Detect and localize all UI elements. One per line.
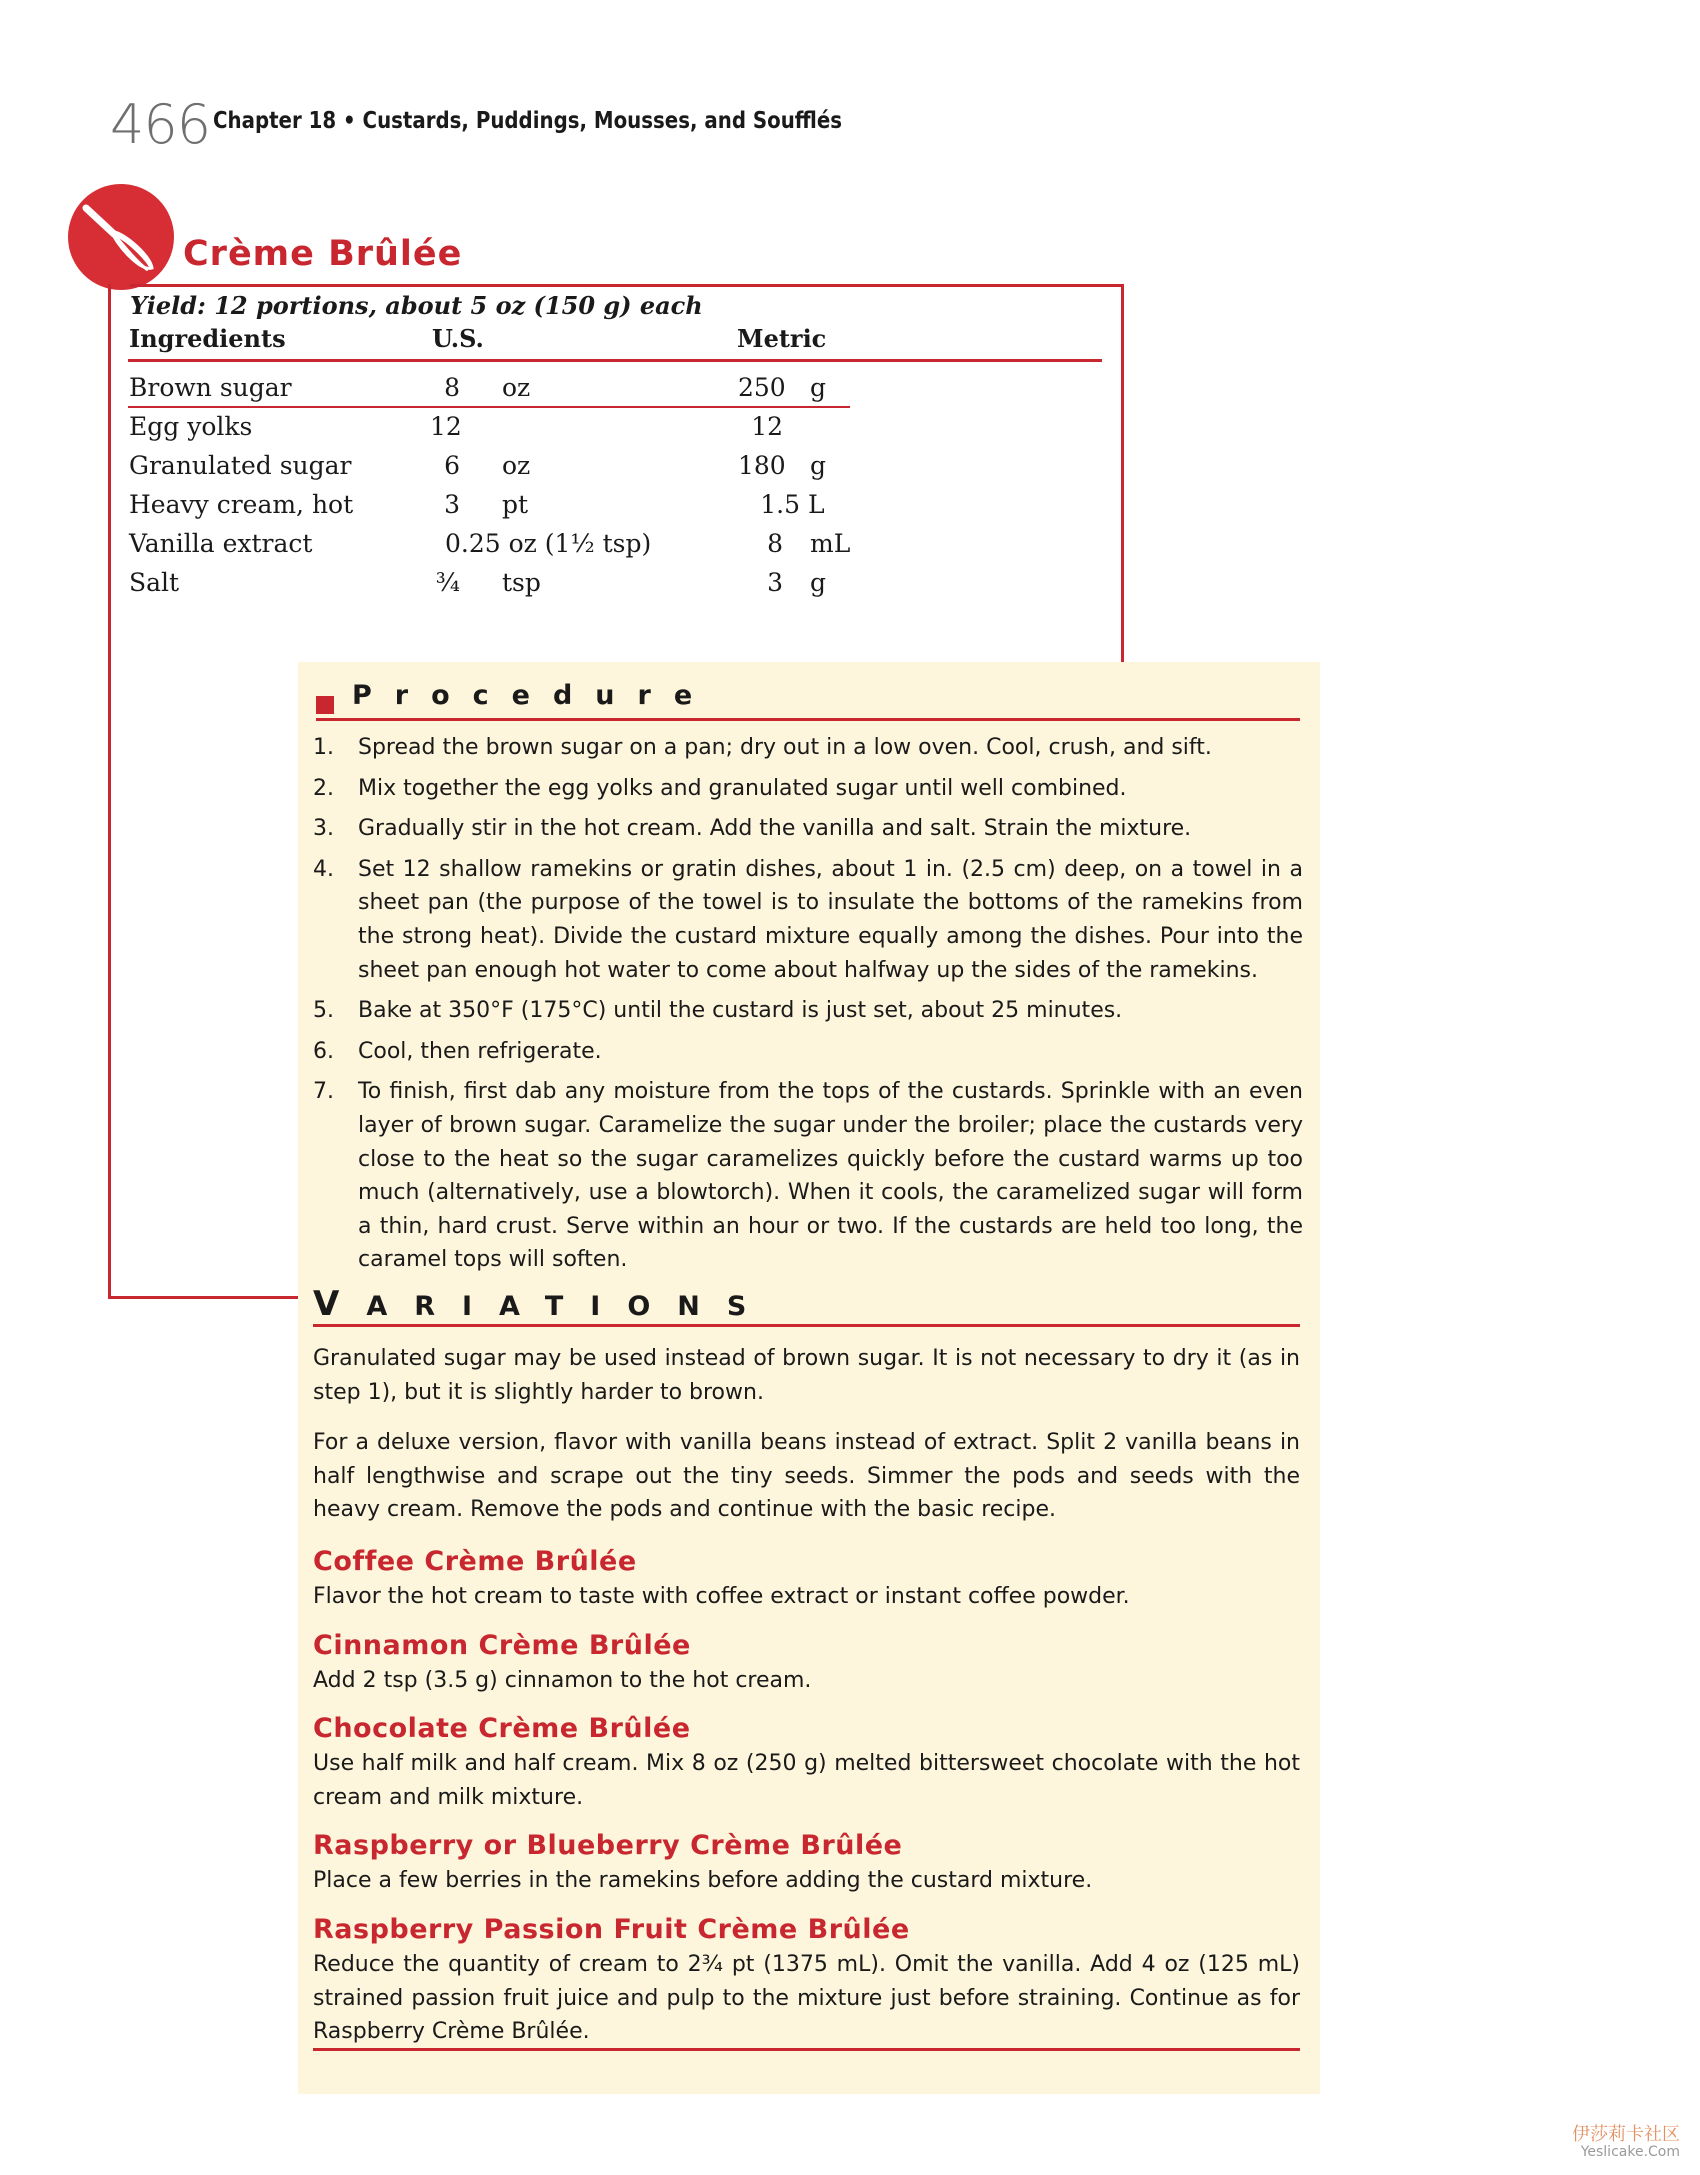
variation-title: Chocolate Crème Brûlée — [313, 1713, 691, 1745]
metric-unit: g — [810, 451, 827, 480]
us-unit: oz — [502, 451, 531, 480]
procedure-step — [313, 994, 1303, 1028]
procedure-steps — [313, 724, 1303, 1277]
ingredient-row — [0, 563, 1100, 602]
variation-title: Coffee Crème Brûlée — [313, 1545, 637, 1577]
us-quantity: 12 — [430, 412, 462, 441]
procedure-heading-text: Procedure — [352, 680, 716, 711]
variation-text: Place a few berries in the ramekins before adding the custard mixture. — [313, 1868, 1093, 1894]
step-text: Spread the brown sugar on a pan; dry out in a low oven. Cool, crush, and sift. — [358, 735, 1212, 760]
variation-text: Flavor the hot cream to taste with coffee extract or instant coffee powder. — [313, 1583, 1130, 1609]
recipe-title: Crème Brûlée — [183, 234, 463, 274]
metric-quantity: 12 — [751, 412, 783, 441]
procedure-step — [313, 1035, 1303, 1069]
variation-text: Add 2 tsp (3.5 g) cinnamon to the hot cream. — [313, 1667, 812, 1693]
frame-right-border — [1121, 284, 1124, 662]
us-quantity: 6 — [444, 451, 460, 480]
metric-unit: g — [810, 568, 827, 597]
us-quantity: ¾ — [435, 568, 460, 597]
metric-quantity: 1.5 — [760, 490, 800, 519]
step-text: Cool, then refrigerate. — [358, 1038, 602, 1064]
variation-text: Use half milk and half cream. Mix 8 oz (250 g) melted bittersweet chocolate with the hot cream and milk mixture. — [313, 1751, 1300, 1810]
step-text: Mix together the egg yolks and granulated sugar until well combined. — [358, 775, 1127, 801]
ingredient-name: Egg yolks — [129, 412, 253, 441]
ingredient-name: Brown sugar — [129, 373, 292, 402]
ingredient-name: Heavy cream, hot — [129, 490, 354, 519]
heading-square-icon — [316, 696, 334, 714]
step-number: 2. — [313, 775, 334, 801]
watermark-cn: 伊莎莉卡社区 — [1572, 2124, 1680, 2145]
page-number: 466 — [110, 93, 211, 156]
variations-heading — [313, 1284, 773, 1324]
yield-line: Yield: 12 portions, about 5 oz (150 g) each — [130, 291, 703, 320]
column-header-ingredients: Ingredients — [129, 324, 286, 353]
metric-quantity: 8 — [767, 529, 783, 558]
variations-body — [313, 1342, 1300, 2063]
variation-title: Raspberry Passion Fruit Crème Brûlée — [313, 1913, 910, 1945]
ingredient-row — [0, 407, 1100, 446]
metric-unit: mL — [810, 529, 851, 558]
metric-unit: L — [808, 490, 825, 519]
procedure-step — [313, 812, 1303, 846]
column-header-us: U.S. — [432, 324, 484, 353]
frame-top-border — [130, 284, 1124, 287]
ingredient-row — [0, 524, 1100, 563]
variation-text: Reduce the quantity of cream to 2¾ pt (1375 mL). Omit the vanilla. Add 4 oz (125 mL) strained passion fruit juice and pulp to the mixture just before straining. Continue as for Raspberry Crème Brûlée. — [313, 1951, 1300, 2045]
metric-unit: g — [810, 373, 827, 402]
us-quantity: 0.25 oz (1½ tsp) — [445, 529, 652, 558]
column-header-metric: Metric — [737, 324, 827, 353]
procedure-step — [313, 1075, 1303, 1277]
whisk-badge — [68, 184, 174, 290]
us-unit: pt — [502, 490, 529, 519]
step-number: 6. — [313, 1038, 334, 1064]
metric-quantity: 250 — [738, 373, 786, 402]
step-number: 3. — [313, 816, 334, 842]
step-text: Set 12 shallow ramekins or gratin dishes, about 1 in. (2.5 cm) deep, on a towel in a sheet pan (the purpose of the towel is to insulate the bottoms of the ramekins from the strong heat). Divide the custard mixture equally among the dishes. Pour into the sheet pan enough hot water to come about halfway up the sides of the ramekins. — [358, 856, 1303, 983]
ingredient-row — [0, 446, 1100, 485]
frame-bottom-border — [108, 1296, 300, 1299]
us-quantity: 8 — [444, 373, 460, 402]
procedure-rule — [316, 718, 1300, 721]
running-head: Chapter 18 • Custards, Puddings, Mousses, and Soufflés — [213, 108, 843, 134]
variation-note: Granulated sugar may be used instead of brown sugar. It is not necessary to dry it (as in step 1), but it is slightly harder to brown. — [313, 1346, 1300, 1405]
variation-title: Cinnamon Crème Brûlée — [313, 1629, 691, 1661]
method-panel — [298, 662, 1320, 2094]
variations-heading-initial: V — [313, 1284, 367, 1324]
metric-quantity: 3 — [767, 568, 783, 597]
ingredient-row — [0, 485, 1100, 524]
variation-title: Raspberry or Blueberry Crème Brûlée — [313, 1830, 903, 1862]
metric-quantity: 180 — [738, 451, 786, 480]
ingredient-name: Granulated sugar — [129, 451, 352, 480]
step-text: To finish, first dab any moisture from the tops of the custards. Sprinkle with an even layer of brown sugar. Caramelize the sugar under the broiler; place the custards very close to the heat so the sugar caramelizes quickly before the custard warms up too much (alternatively, use a blowtorch). When it cools, the caramelized sugar will form a thin, hard crust. Serve within an hour or two. If the custards are held too long, the caramel tops will soften. — [358, 1079, 1303, 1273]
step-number: 4. — [313, 856, 334, 882]
us-unit: tsp — [502, 568, 541, 597]
us-quantity: 3 — [444, 490, 460, 519]
procedure-step — [313, 772, 1303, 806]
ingredient-row — [0, 368, 1100, 407]
us-unit: oz — [502, 373, 531, 402]
variation-note: For a deluxe version, flavor with vanilla beans instead of extract. Split 2 vanilla beans in half lengthwise and scrape out the tiny seeds. Simmer the pods and seeds with the heavy cream. Remove the pods and continue with the basic recipe. — [313, 1430, 1300, 1523]
whisk-icon — [68, 184, 174, 290]
variations-heading-rest: ARIATIONS — [366, 1291, 774, 1322]
step-number: 5. — [313, 998, 334, 1024]
step-text: Gradually stir in the hot cream. Add the vanilla and salt. Strain the mixture. — [358, 816, 1192, 842]
table-header-rule — [128, 359, 1102, 362]
panel-end-rule — [313, 2048, 1300, 2051]
step-number: 1. — [313, 735, 334, 760]
watermark-url: Yeslicake.Com — [1580, 2144, 1680, 2160]
step-text: Bake at 350°F (175°C) until the custard is just set, about 25 minutes. — [358, 998, 1123, 1024]
ingredient-name: Salt — [129, 568, 180, 597]
procedure-step — [313, 853, 1303, 987]
variations-rule — [313, 1324, 1300, 1327]
step-number: 7. — [313, 1079, 334, 1105]
procedure-step — [313, 731, 1303, 765]
ingredient-name: Vanilla extract — [129, 529, 313, 558]
